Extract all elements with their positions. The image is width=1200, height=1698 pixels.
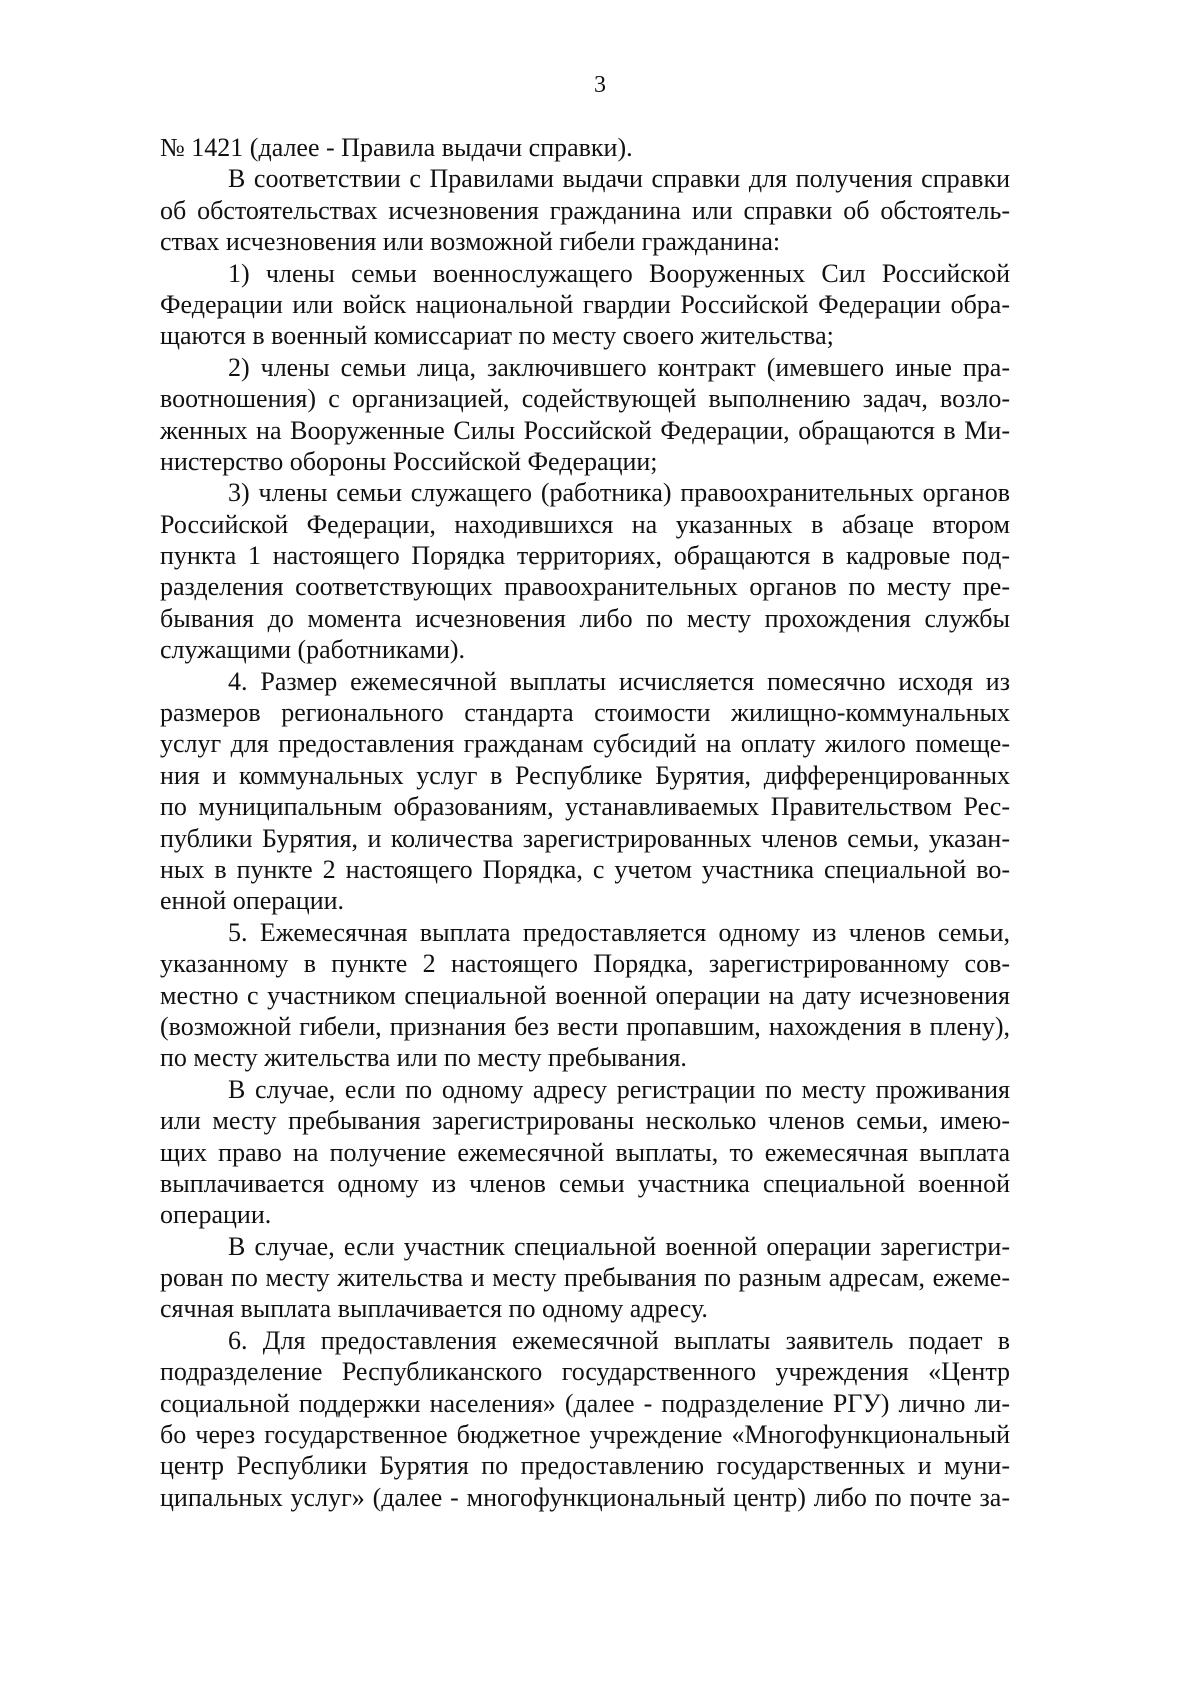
paragraph — [160, 258, 1010, 352]
text-line: разделения соответствующих правоохранительных органов по месту пре- — [160, 572, 1010, 602]
text-line: или месту пребывания зарегистрированы несколько членов семьи, имею- — [160, 1106, 1010, 1136]
text-line: бо через государственное бюджетное учреждение «Многофункциональный — [160, 1420, 1010, 1450]
text-line: № 1421 (далее - Правила выдачи справки). — [160, 133, 633, 162]
paragraph — [160, 917, 1010, 1074]
document-body — [160, 132, 1010, 1513]
text-line: сячная выплата выплачивается по одному адресу. — [160, 1294, 708, 1324]
text-line: енной операции. — [160, 886, 345, 916]
text-line: центр Республики Бурятия по предоставлению государственных и муни- — [160, 1451, 1010, 1481]
text-line: щаются в военный комиссариат по месту своего жительства; — [160, 321, 834, 351]
text-line: ния и коммунальных услуг в Республике Бурятия, дифференцированных — [160, 760, 1010, 790]
text-line: ных в пункте 2 настоящего Порядка, с учетом участника специальной во- — [160, 854, 1010, 884]
text-line: ципальных услуг» (далее - многофункциональный центр) либо по почте за- — [160, 1482, 1010, 1512]
paragraph — [160, 352, 1010, 478]
paragraph — [160, 1325, 1010, 1513]
text-line: 3) члены семьи служащего (работника) правоохранительных органов — [228, 478, 1010, 508]
text-line: (возможной гибели, признания без вести пропавшим, нахождения в плену), — [160, 1011, 1010, 1041]
text-line: публики Бурятия, и количества зарегистрированных членов семьи, указан- — [160, 823, 1010, 853]
text-line: В случае, если по одному адресу регистрации по месту проживания — [228, 1074, 1010, 1104]
text-line: щих право на получение ежемесячной выплаты, то ежемесячная выплата — [160, 1137, 1010, 1167]
text-line: социальной поддержки населения» (далее - подразделение РГУ) лично ли- — [160, 1388, 1010, 1418]
text-line: об обстоятельствах исчезновения гражданина или справки об обстоятель- — [160, 195, 1010, 225]
paragraph — [160, 1074, 1010, 1231]
text-line: 6. Для предоставления ежемесячной выплаты заявитель подает в — [228, 1325, 1010, 1355]
text-line: нистерство обороны Российской Федерации; — [160, 446, 658, 476]
paragraph — [160, 666, 1010, 917]
text-line: по месту жительства или по месту пребывания. — [160, 1043, 687, 1073]
text-line: служащими (работниками). — [160, 635, 466, 665]
text-line: пункта 1 настоящего Порядка территориях, обращаются в кадровые под- — [160, 541, 1010, 571]
text-line: бывания до момента исчезновения либо по месту прохождения службы — [160, 603, 1010, 633]
text-line: 5. Ежемесячная выплата предоставляется одному из членов семьи, — [228, 917, 1010, 947]
text-line: выплачивается одному из членов семьи участника специальной военной — [160, 1168, 1010, 1198]
paragraph — [160, 163, 1010, 257]
text-line: размеров регионального стандарта стоимости жилищно-коммунальных — [160, 698, 1010, 728]
text-line: Федерации или войск национальной гвардии Российской Федерации обра- — [160, 289, 1010, 319]
text-line: подразделение Республиканского государственного учреждения «Центр — [160, 1357, 1010, 1387]
text-line: воотношения) с организацией, содействующей выполнению задач, возло- — [160, 384, 1010, 414]
text-line: указанному в пункте 2 настоящего Порядка, зарегистрированному сов- — [160, 949, 1010, 979]
text-line: по муниципальным образованиям, устанавливаемых Правительством Рес- — [160, 792, 1010, 822]
text-line: рован по месту жительства и месту пребывания по разным адресам, ежеме- — [160, 1263, 1010, 1293]
paragraph — [160, 132, 1010, 163]
text-line: 2) члены семьи лица, заключившего контракт (имевшего иные пра- — [228, 352, 1010, 382]
text-line: В случае, если участник специальной военной операции зарегистри- — [228, 1231, 1010, 1261]
text-line: местно с участником специальной военной операции на дату исчезновения — [160, 980, 1010, 1010]
text-line: женных на Вооруженные Силы Российской Федерации, обращаются в Ми- — [160, 415, 1010, 445]
page-number: 3 — [594, 72, 606, 98]
text-line: 1) члены семьи военнослужащего Вооруженных Сил Российской — [228, 258, 1010, 288]
paragraph — [160, 1231, 1010, 1325]
text-line: ствах исчезновения или возможной гибели гражданина: — [160, 227, 781, 257]
text-line: Российской Федерации, находившихся на указанных в абзаце втором — [160, 509, 1010, 539]
text-line: операции. — [160, 1200, 272, 1230]
text-line: услуг для предоставления гражданам субсидий на оплату жилого помеще- — [160, 729, 1010, 759]
paragraph — [160, 477, 1010, 665]
text-line: 4. Размер ежемесячной выплаты исчисляется помесячно исходя из — [228, 666, 1010, 696]
text-line: В соответствии с Правилами выдачи справки для получения справки — [228, 164, 1010, 194]
